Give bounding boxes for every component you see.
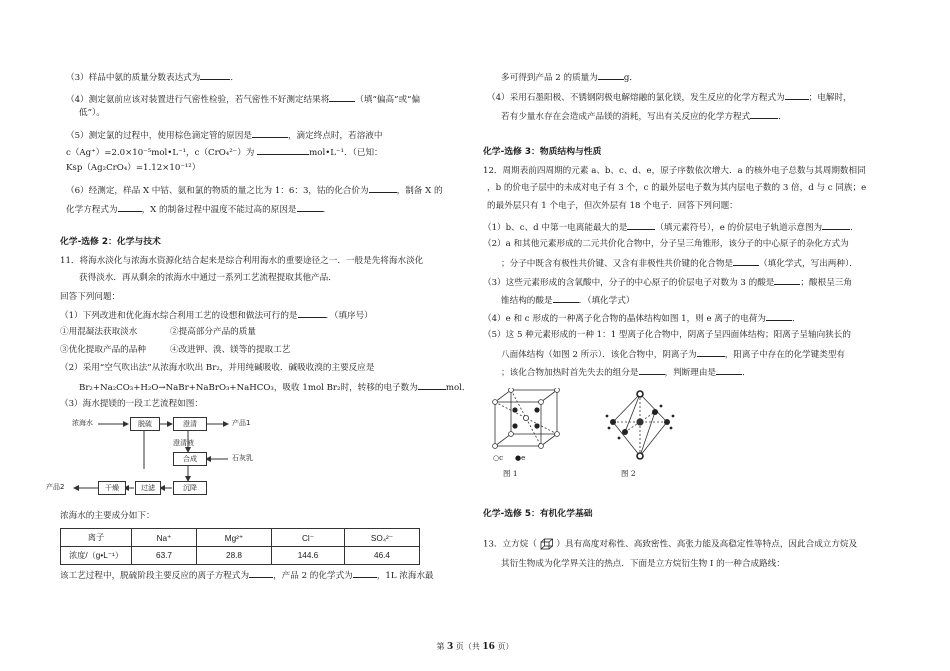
- q11-option-1: ①用混凝法获取淡水: [60, 327, 138, 337]
- table-cell: 28.8: [197, 547, 272, 565]
- cation-structure-figure2: [601, 388, 679, 462]
- flowchart: [46, 414, 300, 504]
- table-row: [61, 547, 420, 565]
- table-header-cell: 离子: [61, 529, 132, 547]
- table-header-row: [61, 529, 420, 547]
- q11-stem: 11．将海水淡化与浓海水资源化结合起来是综合利用海水的重要途径之一．一般是先将海水淡化: [60, 256, 424, 266]
- flow-brine-label: 澄清液: [173, 439, 194, 447]
- q10-part4-cont: 低”）。: [79, 108, 105, 118]
- page-number: 3: [447, 642, 454, 652]
- figure1-legend-e: ●e: [515, 454, 526, 462]
- table-row-label: 浓度/（g•L⁻¹）: [61, 547, 132, 565]
- table-header-cell: Mg²⁺: [197, 529, 272, 547]
- q11-stem-cont: 获得淡水．再从剩余的浓海水中通过一系列工艺流程提取其他产品．: [79, 273, 337, 283]
- q10-part5-cont: c（Ag⁺）=2.0×10⁻⁵mol•L⁻¹，c（CrO₄²⁻）为 mol•L⁻¹．（已知：: [66, 145, 383, 159]
- q12-part5-cont1: 八面体结构（如图 2 所示）．该化合物中，阴离子为 ，阳离子中存在的化学键类型有: [501, 347, 845, 361]
- ion-table-intro: 浓海水的主要成分如下：: [60, 511, 155, 521]
- q11-part3-cont: 多可得到产品 2 的质量为 g．: [501, 70, 638, 84]
- q10-part5: （5）测定氯的过程中，使用棕色滴定管的原因是 ，滴定终点时，若溶液中: [66, 128, 382, 142]
- q11-part2-cont: Br₂+Na₂CO₃+H₂O→NaBr+NaBrO₃+NaHCO₃，吸收 1mol Br₂时，转移的电子数为 mol．: [79, 380, 471, 394]
- q12-part3-cont: 锥结构的酸是 ．（填化学式）: [501, 293, 634, 307]
- q10-part4: （4）测定氨前应该对装置进行气密性检验，若气密性不好测定结果将 （填“偏高”或“偏: [66, 92, 420, 106]
- q12-part5: （5）这 5 种元素形成的一种 1：1 型离子化合物中，阴离子呈四面体结构；阳离子呈轴向狭长的: [483, 330, 851, 340]
- q11-part4: （4）采用石墨阳极、不锈钢阴极电解熔融的氯化镁，发生反应的化学方程式为 ；电解时，: [487, 90, 852, 104]
- flow-dry-box: 干燥: [98, 481, 126, 495]
- q11-option-2: ②提高部分产品的质量: [170, 327, 256, 337]
- section-heading-elective2: 化学-选修 2：化学与技术: [60, 237, 161, 247]
- crystal-structure-figure1: [489, 388, 569, 450]
- q11-option-3: ③优化提取产品的品种: [60, 345, 146, 355]
- table-header-cell: Na⁺: [132, 529, 197, 547]
- section-heading-elective5: 化学-选修 5：有机化学基础: [483, 509, 593, 519]
- table-header-cell: SO₄²⁻: [345, 529, 420, 547]
- table-cell: 63.7: [132, 547, 197, 565]
- q12-part2: （2）a 和其他元素形成的二元共价化合物中，分子呈三角锥形，该分子的中心原子的杂化方式为: [483, 239, 849, 249]
- flow-filter-box: 过滤: [135, 481, 161, 495]
- q10-part6-cont: 化学方程式为 ，X 的制备过程中温度不能过高的原因是 ．: [66, 202, 331, 216]
- q10-part3: （3）样品中氨的质量分数表达式为 ．: [66, 70, 239, 84]
- cubane-icon: [540, 538, 554, 550]
- q10-part6: （6）经测定，样品 X 中钴、氨和氯的物质的量之比为 1：6：3，钴的化合价为 ，制备 X 的: [66, 183, 443, 197]
- q12-part2-cont: ；分子中既含有极性共价键、又含有非极性共价键的化合物是 （填化学式，写出两种）．: [501, 256, 858, 270]
- q12-part3: （3）这些元素形成的含氧酸中，分子的中心原子的价层电子对数为 3 的酸是 ；酸根呈三角: [483, 275, 852, 289]
- table-cell: 46.4: [345, 547, 420, 565]
- q11-part1: （1）下列改进和优化海水综合利用工艺的设想和做法可行的是 ．（填序号）: [60, 308, 373, 322]
- table-header-cell: Cl⁻: [272, 529, 345, 547]
- q11-part3-questions: 该工艺过程中，脱硫阶段主要反应的离子方程式为 ，产品 2 的化学式为 ，1L 浓海水最: [60, 568, 434, 582]
- q11-part4-cont: 若有少量水存在会造成产品镁的消耗，写出有关反应的化学方程式 ．: [501, 109, 787, 123]
- q11-part3: （3）海水提镁的一段工艺流程如图：: [60, 399, 203, 409]
- figure1-legend-c: ○c: [493, 454, 504, 462]
- flow-lime-label: 石灰乳: [232, 454, 253, 462]
- flow-product1-label: 产品1: [232, 419, 251, 427]
- q12-part1: （1）b、c、d 中第一电离能最大的是 （填元素符号），e 的价层电子轨道示意图为 ．: [483, 220, 859, 234]
- flow-product2-label: 产品2: [46, 483, 65, 491]
- ion-concentration-table: [60, 528, 420, 565]
- q12-part4: （4）e 和 c 形成的一种离子化合物的晶体结构如图 1，则 e 离子的电荷为 ．: [483, 311, 801, 325]
- q13-stem: 13．立方烷（ ）具有高度对称性、高致密性、高张力能及高稳定性等特点，因此合成立方烷及: [483, 539, 858, 550]
- flow-precip-box: 沉降: [173, 481, 207, 495]
- table-cell: 144.6: [272, 547, 345, 565]
- q11-option-4: ④改进钾、溴、镁等的提取工艺: [170, 345, 291, 355]
- figure1-caption: 图 1: [503, 469, 518, 478]
- page-footer: 第 3 页（共 16 页）: [436, 642, 514, 652]
- q13-stem-cont: 其衍生物成为化学界关注的热点．下面是立方烷衍生物 I 的一种合成路线：: [501, 559, 785, 569]
- q12-stem-cont2: 的最外层只有 1 个电子，但次外层有 18 个电子．回答下列问题：: [487, 201, 738, 211]
- q12-stem: 12．周期表前四周期的元素 a、b、c、d、e，原子序数依次增大．a 的核外电子总数与其周期数相同: [483, 166, 866, 176]
- page-total: 16: [482, 642, 495, 652]
- q11-part2: （2）采用“空气吹出法”从浓海水吹出 Br₂，并用纯碱吸收．碱吸收溴的主要反应是: [60, 363, 375, 373]
- q10-part5-ksp: Ksp（Ag₂CrO₄）=1.12×10⁻¹²）: [66, 163, 201, 173]
- q12-part5-cont2: ；该化合物加热时首先失去的组分是 ，判断理由是 ．: [501, 365, 751, 379]
- flow-desulfur-box: 脱硫: [130, 417, 160, 431]
- flow-clarify-box: 澄清: [173, 417, 207, 431]
- figure2-caption: 图 2: [621, 469, 636, 478]
- flow-synth-box: 合成: [173, 452, 207, 466]
- q12-stem-cont1: ，b 的价电子层中的未成对电子有 3 个，c 的最外层电子数为其内层电子数的 3 倍，d 与 c 同族；e: [487, 183, 867, 193]
- q11-prompt: 回答下列问题：: [60, 292, 121, 302]
- section-heading-elective3: 化学-选修 3：物质结构与性质: [483, 147, 602, 157]
- flow-input-label: 浓海水: [72, 419, 93, 427]
